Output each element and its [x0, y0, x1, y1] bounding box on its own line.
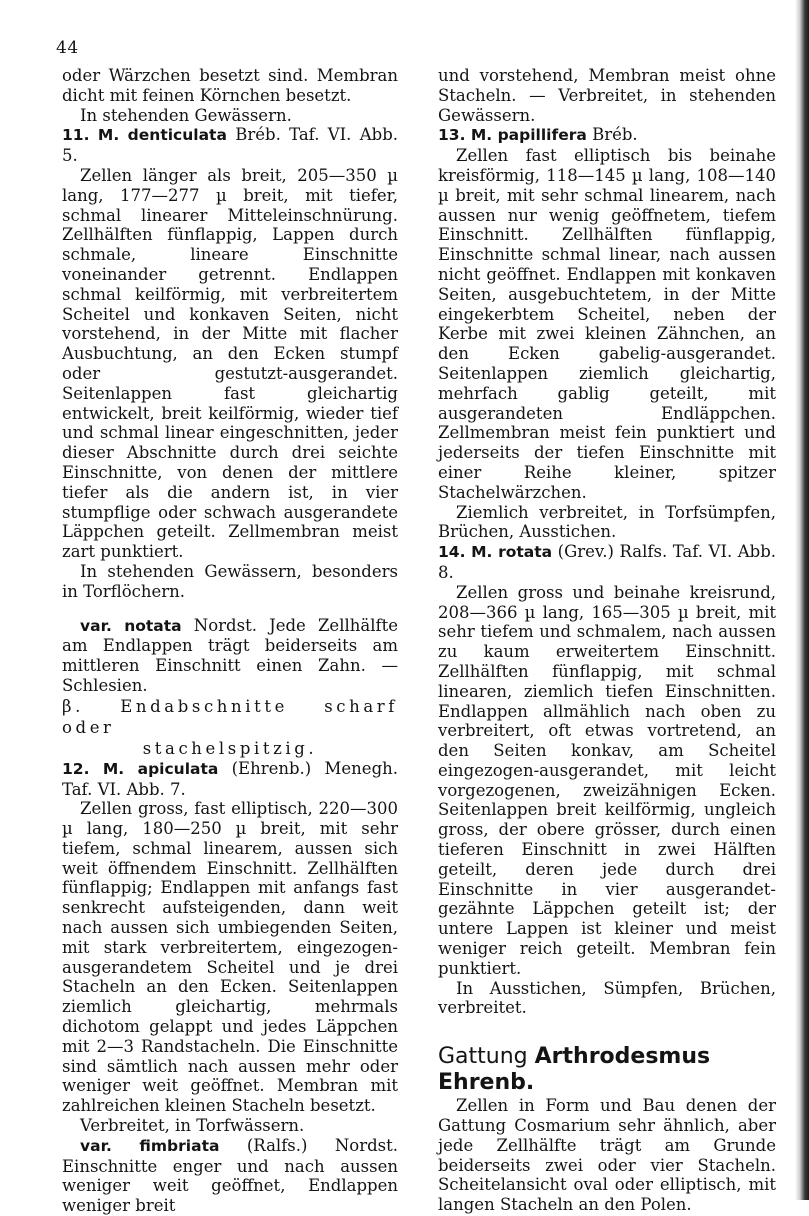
species-description: Zellen fast elliptisch bis beinahe kreisförmig, 118—145 µ lang, 108—140 µ breit, mit sehr schmal linearem, nach aussen nur wenig geöffnetem, tiefem Einschnitt. Zellhälften fünflappig, Einschnitte schmal linear, nach aussen nicht geöffnet. Endlappen mit konkaven Seiten, ausgebuchtetem, in der Mitte eingekerbtem Scheitel, neben der Kerbe mit zwei kleinen Zähnchen, an den Ecken gabelig-ausgerandet. Seitenlappen ziemlich gleichartig, mehrfach gablig geteilt, mit ausgerandeten Endläppchen. Zellmembran meist fein punktiert und jederseits der tiefen Einschnitte mit einer Reihe kleiner, spitzer Stachelwärzchen. — [438, 146, 776, 502]
continued-paragraph: und vorstehend, Membran meist ohne Stacheln. — Verbreitet, in stehenden Gewässern. — [438, 66, 776, 125]
habitat-note: Ziemlich verbreitet, in Torfsümpfen, Brüchen, Ausstichen. — [438, 502, 776, 542]
genus-name: Arthrodesmus Ehrenb. — [438, 1044, 711, 1096]
variety-text: Nordst. Jede Zellhälfte am Endlappen trägt beiderseits am mittleren Einschnitt einen Zahn. — Schlesien. — [62, 615, 398, 695]
species-heading-12 — [62, 759, 398, 800]
page-edge-shadow — [795, 0, 809, 1200]
species-name: 11. M. denticulata — [62, 126, 227, 145]
left-column — [62, 66, 398, 1216]
variety-name: var. notata — [80, 616, 182, 635]
species-authority: (Grev.) Ralfs. Taf. VI. Abb. 8. — [438, 542, 776, 582]
species-name: 13. M. papillifera — [438, 126, 587, 145]
genus-prefix: Gattung — [438, 1044, 535, 1070]
continued-paragraph: oder Wärzchen besetzt sind. Membran dicht mit feinen Körnchen besetzt. — [62, 66, 398, 105]
habitat-note: Verbreitet, in Torfwässern. — [80, 1116, 305, 1136]
species-description: Zellen länger als breit, 205—350 µ lang, 177—277 µ breit, mit tiefer, schmal linearer Mitteleinschnürung. Zellhälften fünflappig, Lappen durch schmale, lineare Einschnitte voneinander getrennt. Endlappen schmal keilförmig, mit verbreitertem Scheitel und konkaven Seiten, nicht vorstehend, in der Mitte mit flacher Ausbuchtung, an den Ecken stumpf oder gestutzt-ausgerandet. Seitenlappen fast gleichartig entwickelt, breit keilförmig, wieder tief und schmal linear eingeschnitten, jeder dieser Abschnitte durch drei seichte Einschnitte, von denen der mittlere tiefer als die andern ist, in vier stumpflige oder schwach ausgerandete Läppchen geteilt. Zellmembran meist zart punktiert. — [62, 165, 398, 562]
habitat-note: In stehenden Gewässern, besonders in Torflöchern. — [62, 561, 398, 601]
habitat-note: In stehenden Gewässern. — [80, 105, 292, 125]
variety-entry — [62, 616, 398, 696]
variety-text: (Ralfs.) Nordst. Einschnitte enger und nach aussen weniger weit geöffnet, Endlappen weniger breit — [62, 1135, 398, 1216]
species-description: Zellen gross und beinahe kreisrund, 208—366 µ lang, 165—305 µ breit, mit sehr tiefem und schmalem, nach aussen zu kaum erweitertem Einschnitt. Zellhälften fünflappig, mit schmal linearen, ziemlich tiefen Einschnitten. Endlappen allmählich nach oben zu verbreitert, oft etwas vortretend, an den Seiten konkav, am Scheitel eingezogen-ausgerandet, mit leicht vorgezogenen, zweizähnigen Ecken. Seitenlappen breit keilförmig, ungleich gross, der obere grösser, durch einen tieferen Einschnitt in zwei Hälften geteilt, deren jede durch drei Einschnitte in vier ausgerandet-gezähnte Läppchen geteilt ist; der untere Lappen ist kleiner und meist weniger reich geteilt. Membran fein punktiert. — [438, 582, 776, 978]
section-heading-beta: β. Endabschnitte scharf oder — [62, 696, 398, 737]
section-heading-beta-cont: stachelspitzig. — [142, 738, 318, 758]
species-authority: (Ehrenb.) Menegh. Taf. VI. Abb. 7. — [62, 758, 398, 799]
page-number: 44 — [56, 38, 79, 58]
species-heading-14 — [438, 542, 776, 583]
genus-description: Zellen in Form und Bau denen der Gattung Cosmarium sehr ähnlich, aber jede Zellhälfte trägt am Grunde beiderseits zwei oder vier Stacheln. Scheitelansicht oval oder elliptisch, mit langen Stacheln an den Polen. — [438, 1096, 776, 1215]
variety-entry — [62, 1136, 398, 1216]
variety-name: var. fimbriata — [80, 1136, 220, 1155]
genus-heading — [438, 1044, 776, 1096]
species-authority: Bréb. Taf. VI. Abb. 5. — [62, 125, 399, 166]
species-heading-11 — [62, 125, 398, 166]
habitat-note: In Ausstichen, Sümpfen, Brüchen, verbreitet. — [438, 978, 776, 1018]
species-description: Zellen gross, fast elliptisch, 220—300 µ lang, 180—250 µ breit, mit sehr tiefem, schmal linearem, aussen sich weit öffnendem Einschnitt. Zellhälften fünflappig; Endlappen mit anfangs fast senkrecht aufsteigenden, dann weit nach aussen sich umbiegenden Seiten, mit stark verbreitertem, eingezogen-ausgerandetem Scheitel und je drei Stacheln an den Ecken. Seitenlappen ziemlich gleichartig, mehrmals dichotom gelappt und jedes Läppchen mit 2—3 Randstacheln. Die Einschnitte sind sämtlich nach aussen mehr oder weniger weit geöffnet. Membran mit zahlreichen kleinen Stacheln besetzt. — [62, 799, 398, 1116]
species-authority: Bréb. — [586, 125, 638, 145]
right-column — [438, 66, 776, 1215]
species-heading-13 — [438, 125, 776, 146]
species-name: 12. M. apiculata — [62, 759, 219, 778]
species-name: 14. M. rotata — [438, 543, 553, 562]
